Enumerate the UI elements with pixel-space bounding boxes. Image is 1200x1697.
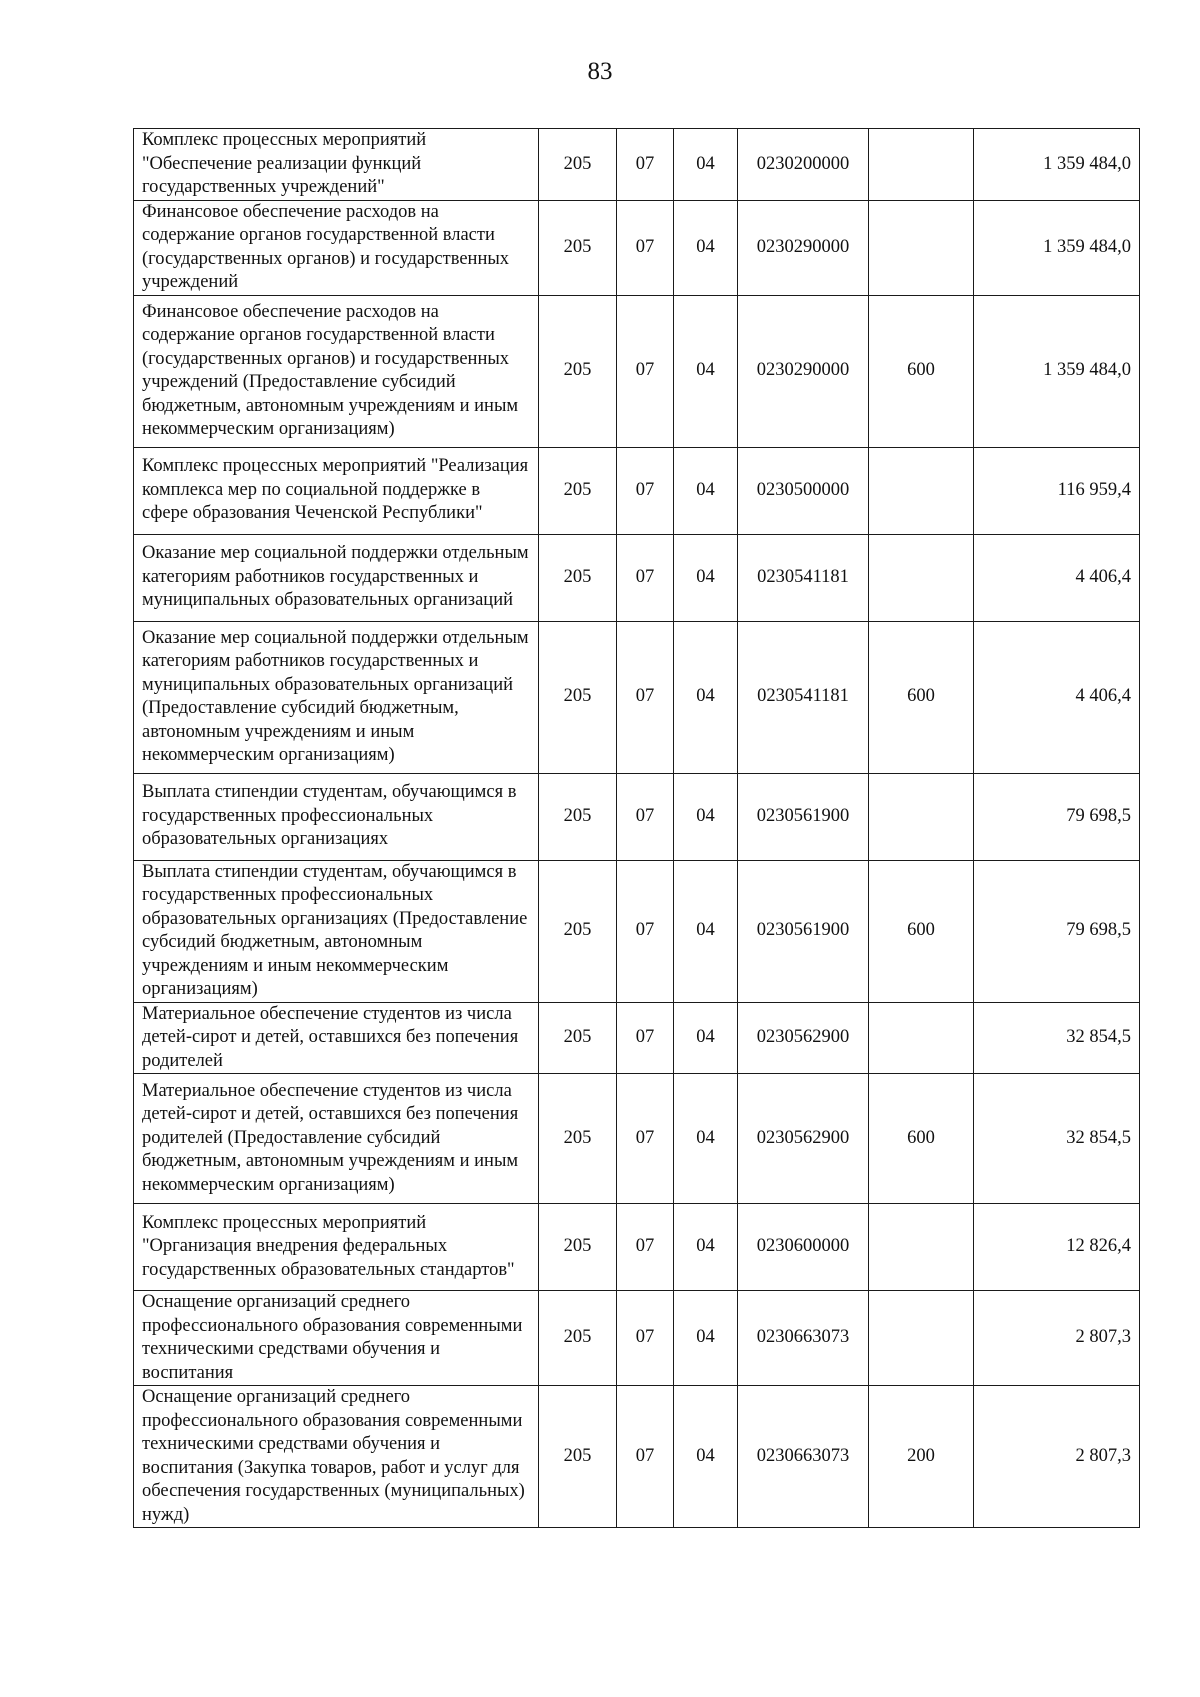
table-row [134,860,1140,1002]
budget-table-body [134,129,1140,1528]
expense-type-cell [869,1002,974,1074]
target-article-cell: 0230200000 [738,129,869,201]
section-code-cell: 07 [617,534,674,621]
page-number: 83 [587,58,613,85]
ministry-code-cell: 205 [539,1386,617,1528]
table-row [134,1074,1140,1204]
amount-cell: 12 826,4 [974,1204,1140,1291]
expense-type-cell: 600 [869,1074,974,1204]
item-name-cell: Выплата стипендии студентам, обучающимся в государственных профессиональных образовательных организациях [134,773,539,860]
section-code-cell: 07 [617,447,674,534]
expense-type-cell [869,1291,974,1386]
section-code-cell: 07 [617,621,674,773]
ministry-code-cell: 205 [539,1002,617,1074]
ministry-code-cell: 205 [539,1074,617,1204]
item-name-cell: Оснащение организаций среднего профессионального образования современными техническими средствами обучения и воспитания (Закупка товаров, работ и услуг для обеспечения государственных (муниципальных) нужд) [134,1386,539,1528]
ministry-code-cell: 205 [539,1204,617,1291]
ministry-code-cell: 205 [539,447,617,534]
ministry-code-cell: 205 [539,621,617,773]
target-article-cell: 0230541181 [738,534,869,621]
expense-type-cell: 600 [869,860,974,1002]
amount-cell: 2 807,3 [974,1386,1140,1528]
section-code-cell: 07 [617,1002,674,1074]
amount-cell: 4 406,4 [974,621,1140,773]
amount-cell: 4 406,4 [974,534,1140,621]
expense-type-cell: 600 [869,621,974,773]
subsection-code-cell: 04 [674,129,738,201]
target-article-cell: 0230600000 [738,1204,869,1291]
subsection-code-cell: 04 [674,534,738,621]
table-row [134,621,1140,773]
expense-type-cell [869,534,974,621]
table-row [134,773,1140,860]
ministry-code-cell: 205 [539,860,617,1002]
item-name-cell: Оснащение организаций среднего профессионального образования современными техническими средствами обучения и воспитания [134,1291,539,1386]
subsection-code-cell: 04 [674,200,738,295]
target-article-cell: 0230562900 [738,1002,869,1074]
target-article-cell: 0230541181 [738,621,869,773]
expense-type-cell [869,129,974,201]
expense-type-cell [869,200,974,295]
item-name-cell: Выплата стипендии студентам, обучающимся в государственных профессиональных образовательных организациях (Предоставление субсидий бюджетным, автономным учреждениям и иным некоммерческим организациям) [134,860,539,1002]
section-code-cell: 07 [617,860,674,1002]
subsection-code-cell: 04 [674,773,738,860]
amount-cell: 32 854,5 [974,1002,1140,1074]
section-code-cell: 07 [617,200,674,295]
table-row [134,447,1140,534]
section-code-cell: 07 [617,1204,674,1291]
amount-cell: 2 807,3 [974,1291,1140,1386]
table-row [134,534,1140,621]
target-article-cell: 0230663073 [738,1386,869,1528]
item-name-cell: Комплекс процессных мероприятий "Реализация комплекса мер по социальной поддержке в сфере образования Чеченской Республики" [134,447,539,534]
subsection-code-cell: 04 [674,1386,738,1528]
ministry-code-cell: 205 [539,534,617,621]
table-row [134,1291,1140,1386]
section-code-cell: 07 [617,1074,674,1204]
ministry-code-cell: 205 [539,1291,617,1386]
expense-type-cell: 200 [869,1386,974,1528]
subsection-code-cell: 04 [674,1002,738,1074]
table-row [134,1204,1140,1291]
expense-type-cell: 600 [869,295,974,447]
section-code-cell: 07 [617,1291,674,1386]
target-article-cell: 0230561900 [738,773,869,860]
amount-cell: 79 698,5 [974,860,1140,1002]
subsection-code-cell: 04 [674,1074,738,1204]
target-article-cell: 0230500000 [738,447,869,534]
item-name-cell: Комплекс процессных мероприятий "Организация внедрения федеральных государственных образовательных стандартов" [134,1204,539,1291]
table-row [134,200,1140,295]
amount-cell: 1 359 484,0 [974,295,1140,447]
item-name-cell: Материальное обеспечение студентов из числа детей-сирот и детей, оставшихся без попечения родителей (Предоставление субсидий бюджетным, автономным учреждениям и иным некоммерческим организациям) [134,1074,539,1204]
expense-type-cell [869,773,974,860]
table-row [134,1386,1140,1528]
expense-type-cell [869,447,974,534]
amount-cell: 1 359 484,0 [974,200,1140,295]
target-article-cell: 0230663073 [738,1291,869,1386]
item-name-cell: Материальное обеспечение студентов из числа детей-сирот и детей, оставшихся без попечения родителей [134,1002,539,1074]
item-name-cell: Оказание мер социальной поддержки отдельным категориям работников государственных и муниципальных образовательных организаций (Предоставление субсидий бюджетным, автономным учреждениям и иным некоммерческим организациям) [134,621,539,773]
table-row [134,295,1140,447]
section-code-cell: 07 [617,1386,674,1528]
item-name-cell: Финансовое обеспечение расходов на содержание органов государственной власти (государственных органов) и государственных учреждений [134,200,539,295]
budget-table [133,128,1140,1528]
item-name-cell: Оказание мер социальной поддержки отдельным категориям работников государственных и муниципальных образовательных организаций [134,534,539,621]
amount-cell: 1 359 484,0 [974,129,1140,201]
ministry-code-cell: 205 [539,129,617,201]
table-row [134,129,1140,201]
item-name-cell: Комплекс процессных мероприятий "Обеспечение реализации функций государственных учреждений" [134,129,539,201]
amount-cell: 32 854,5 [974,1074,1140,1204]
item-name-cell: Финансовое обеспечение расходов на содержание органов государственной власти (государственных органов) и государственных учреждений (Предоставление субсидий бюджетным, автономным учреждениям и иным некоммерческим организациям) [134,295,539,447]
ministry-code-cell: 205 [539,773,617,860]
ministry-code-cell: 205 [539,295,617,447]
section-code-cell: 07 [617,129,674,201]
target-article-cell: 0230561900 [738,860,869,1002]
subsection-code-cell: 04 [674,1204,738,1291]
section-code-cell: 07 [617,295,674,447]
ministry-code-cell: 205 [539,200,617,295]
subsection-code-cell: 04 [674,1291,738,1386]
target-article-cell: 0230290000 [738,295,869,447]
amount-cell: 79 698,5 [974,773,1140,860]
subsection-code-cell: 04 [674,447,738,534]
subsection-code-cell: 04 [674,860,738,1002]
subsection-code-cell: 04 [674,621,738,773]
table-row [134,1002,1140,1074]
target-article-cell: 0230290000 [738,200,869,295]
expense-type-cell [869,1204,974,1291]
amount-cell: 116 959,4 [974,447,1140,534]
subsection-code-cell: 04 [674,295,738,447]
section-code-cell: 07 [617,773,674,860]
target-article-cell: 0230562900 [738,1074,869,1204]
